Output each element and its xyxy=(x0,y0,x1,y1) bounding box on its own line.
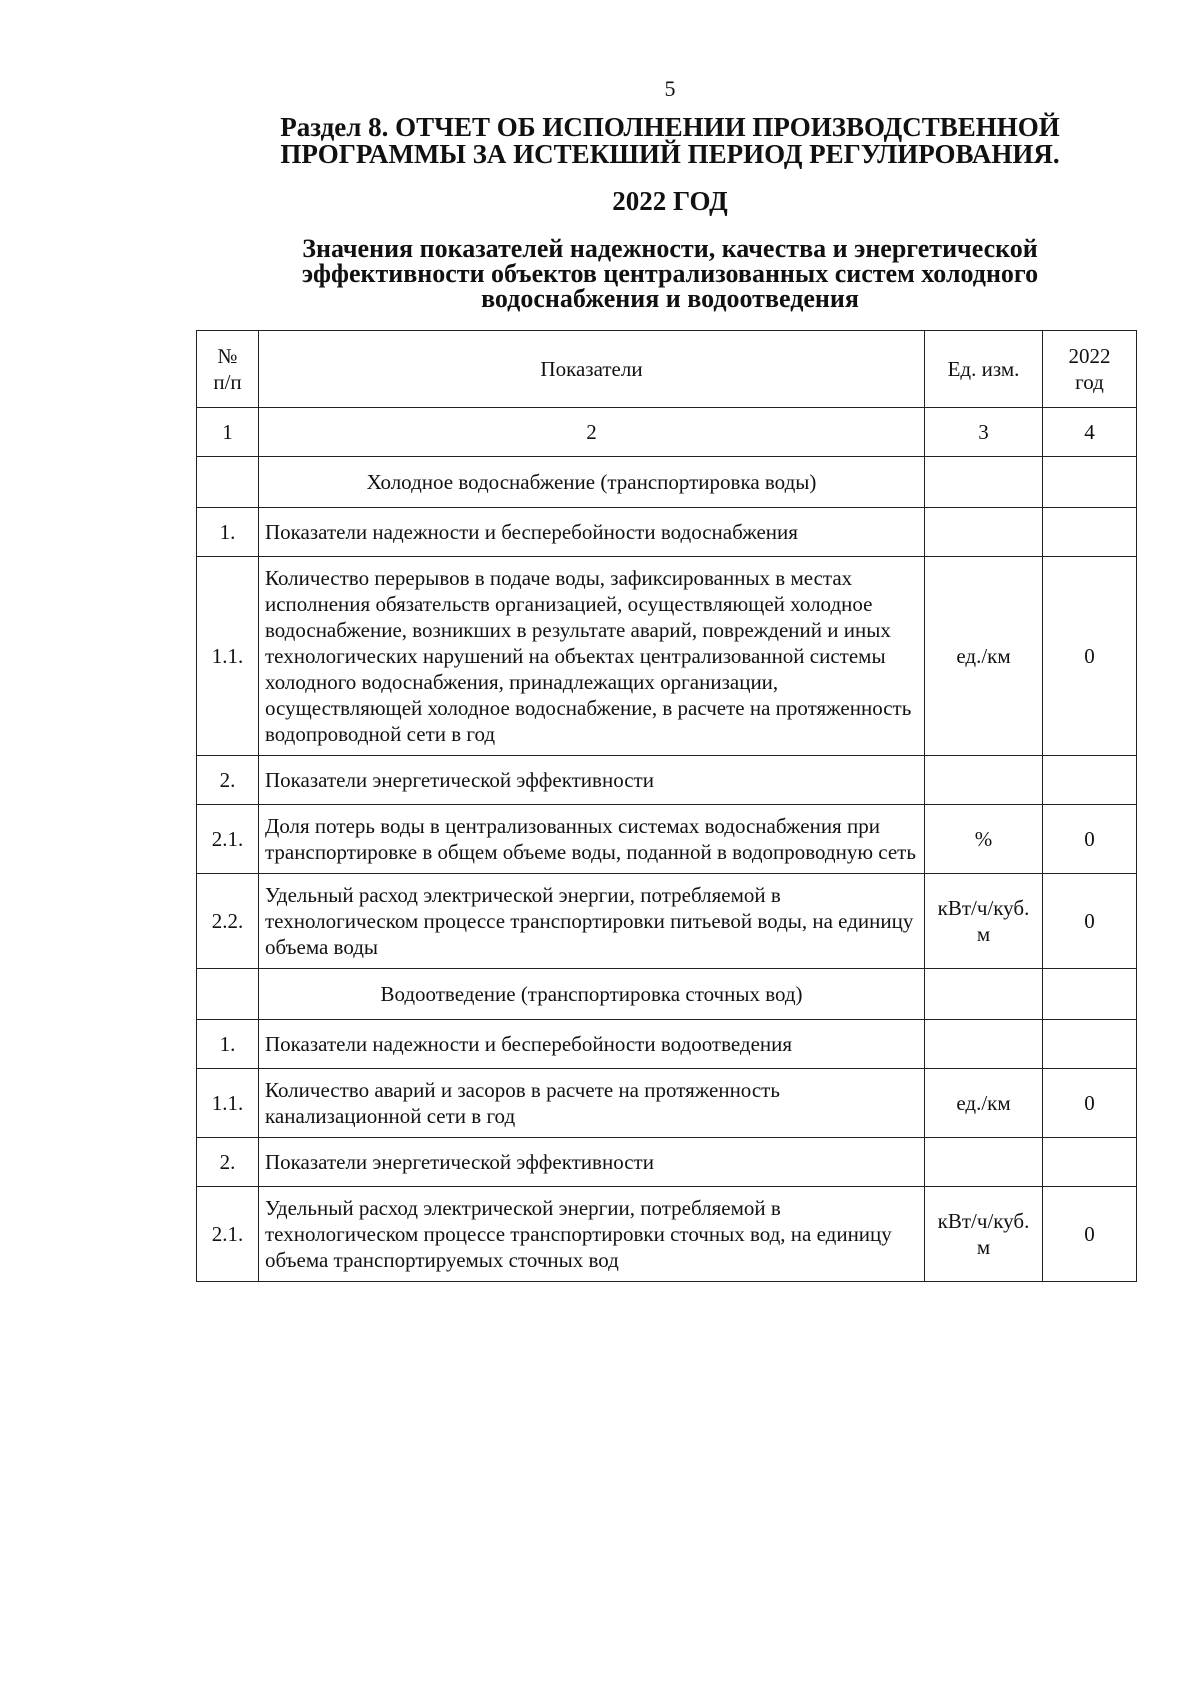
row-num xyxy=(197,457,259,508)
section-heading: Холодное водоснабжение (транспортировка воды) xyxy=(259,457,925,508)
row-value: 0 xyxy=(1043,557,1137,756)
header-indicator: Показатели xyxy=(259,331,925,408)
row-unit xyxy=(925,969,1043,1020)
section-title-line-2: ПРОГРАММЫ ЗА ИСТЕКШИЙ ПЕРИОД РЕГУЛИРОВАНИЯ. xyxy=(280,139,1060,169)
header-num xyxy=(197,331,259,408)
table-caption-line-2: эффективности объектов централизованных систем холодного xyxy=(301,259,1039,288)
table-header-row xyxy=(197,331,1137,408)
section-heading: Водоотведение (транспортировка сточных вод) xyxy=(259,969,925,1020)
row-indicator: Показатели надежности и бесперебойности водоснабжения xyxy=(259,508,925,557)
section-title xyxy=(200,114,1140,168)
row-indicator: Количество перерывов в подаче воды, зафиксированных в местах исполнения обязательств организацией, осуществляющей холодное водоснабжение, возникших в результате аварий, повреждений и иных технологических нарушений на объектах централизованной системы холодного водоснабжения, принадлежащих организации, осуществляющей холодное водоснабжение, в расчете на протяженность водопроводной сети в год xyxy=(259,557,925,756)
row-indicator: Показатели надежности и бесперебойности водоотведения xyxy=(259,1020,925,1069)
row-unit xyxy=(925,508,1043,557)
row-unit xyxy=(925,457,1043,508)
report-year: 2022 ГОД xyxy=(612,186,728,216)
indicators-table xyxy=(196,330,1137,1282)
table-row xyxy=(197,457,1137,508)
row-value xyxy=(1043,1020,1137,1069)
row-num: 2.2. xyxy=(197,874,259,969)
row-value xyxy=(1043,969,1137,1020)
row-unit xyxy=(925,1020,1043,1069)
row-num xyxy=(197,969,259,1020)
row-num: 1. xyxy=(197,1020,259,1069)
table-row xyxy=(197,1187,1137,1282)
row-num: 2.1. xyxy=(197,805,259,874)
row-value: 0 xyxy=(1043,805,1137,874)
row-num: 2.1. xyxy=(197,1187,259,1282)
column-number: 3 xyxy=(925,408,1043,457)
table-row xyxy=(197,1138,1137,1187)
table-row xyxy=(197,969,1137,1020)
table-row xyxy=(197,1069,1137,1138)
row-unit xyxy=(925,1138,1043,1187)
table-row xyxy=(197,1020,1137,1069)
column-number: 2 xyxy=(259,408,925,457)
row-num: 1.1. xyxy=(197,1069,259,1138)
table-row xyxy=(197,874,1137,969)
row-unit: % xyxy=(925,805,1043,874)
header-year-line-2: год xyxy=(1075,370,1104,394)
table-caption-line-3: водоснабжения и водоотведения xyxy=(481,284,859,313)
column-number: 4 xyxy=(1043,408,1137,457)
row-value: 0 xyxy=(1043,1187,1137,1282)
row-indicator: Количество аварий и засоров в расчете на протяженность канализационной сети в год xyxy=(259,1069,925,1138)
row-value xyxy=(1043,1138,1137,1187)
row-unit: кВт/ч/куб. м xyxy=(925,1187,1043,1282)
row-unit: ед./км xyxy=(925,1069,1043,1138)
row-indicator: Показатели энергетической эффективности xyxy=(259,1138,925,1187)
row-unit: ед./км xyxy=(925,557,1043,756)
row-value: 0 xyxy=(1043,874,1137,969)
row-indicator: Удельный расход электрической энергии, потребляемой в технологическом процессе транспортировки сточных вод, на единицу объема транспортируемых сточных вод xyxy=(259,1187,925,1282)
table-caption-line-1: Значения показателей надежности, качества и энергетической xyxy=(302,234,1038,263)
row-unit: кВт/ч/куб. м xyxy=(925,874,1043,969)
row-num: 2. xyxy=(197,1138,259,1187)
table-row xyxy=(197,557,1137,756)
row-indicator: Удельный расход электрической энергии, потребляемой в технологическом процессе транспортировки питьевой воды, на единицу объема воды xyxy=(259,874,925,969)
table-caption xyxy=(200,236,1140,311)
table-row xyxy=(197,508,1137,557)
row-indicator: Показатели энергетической эффективности xyxy=(259,756,925,805)
header-year-line-1: 2022 xyxy=(1068,344,1111,368)
column-number: 1 xyxy=(197,408,259,457)
row-value: 0 xyxy=(1043,1069,1137,1138)
row-value xyxy=(1043,457,1137,508)
row-value xyxy=(1043,508,1137,557)
header-num-line-2: п/п xyxy=(213,370,242,394)
row-unit xyxy=(925,756,1043,805)
header-unit: Ед. изм. xyxy=(925,331,1043,408)
row-value xyxy=(1043,756,1137,805)
page-number: 5 xyxy=(664,76,676,101)
table-row xyxy=(197,805,1137,874)
column-numbers-row xyxy=(197,408,1137,457)
table-row xyxy=(197,756,1137,805)
row-indicator: Доля потерь воды в централизованных системах водоснабжения при транспортировке в общем объеме воды, поданной в водопроводную сеть xyxy=(259,805,925,874)
header-year xyxy=(1043,331,1137,408)
header-num-line-1: № xyxy=(217,344,238,368)
section-title-line-1: Раздел 8. ОТЧЕТ ОБ ИСПОЛНЕНИИ ПРОИЗВОДСТВЕННОЙ xyxy=(280,112,1060,142)
row-num: 2. xyxy=(197,756,259,805)
row-num: 1.1. xyxy=(197,557,259,756)
row-num: 1. xyxy=(197,508,259,557)
